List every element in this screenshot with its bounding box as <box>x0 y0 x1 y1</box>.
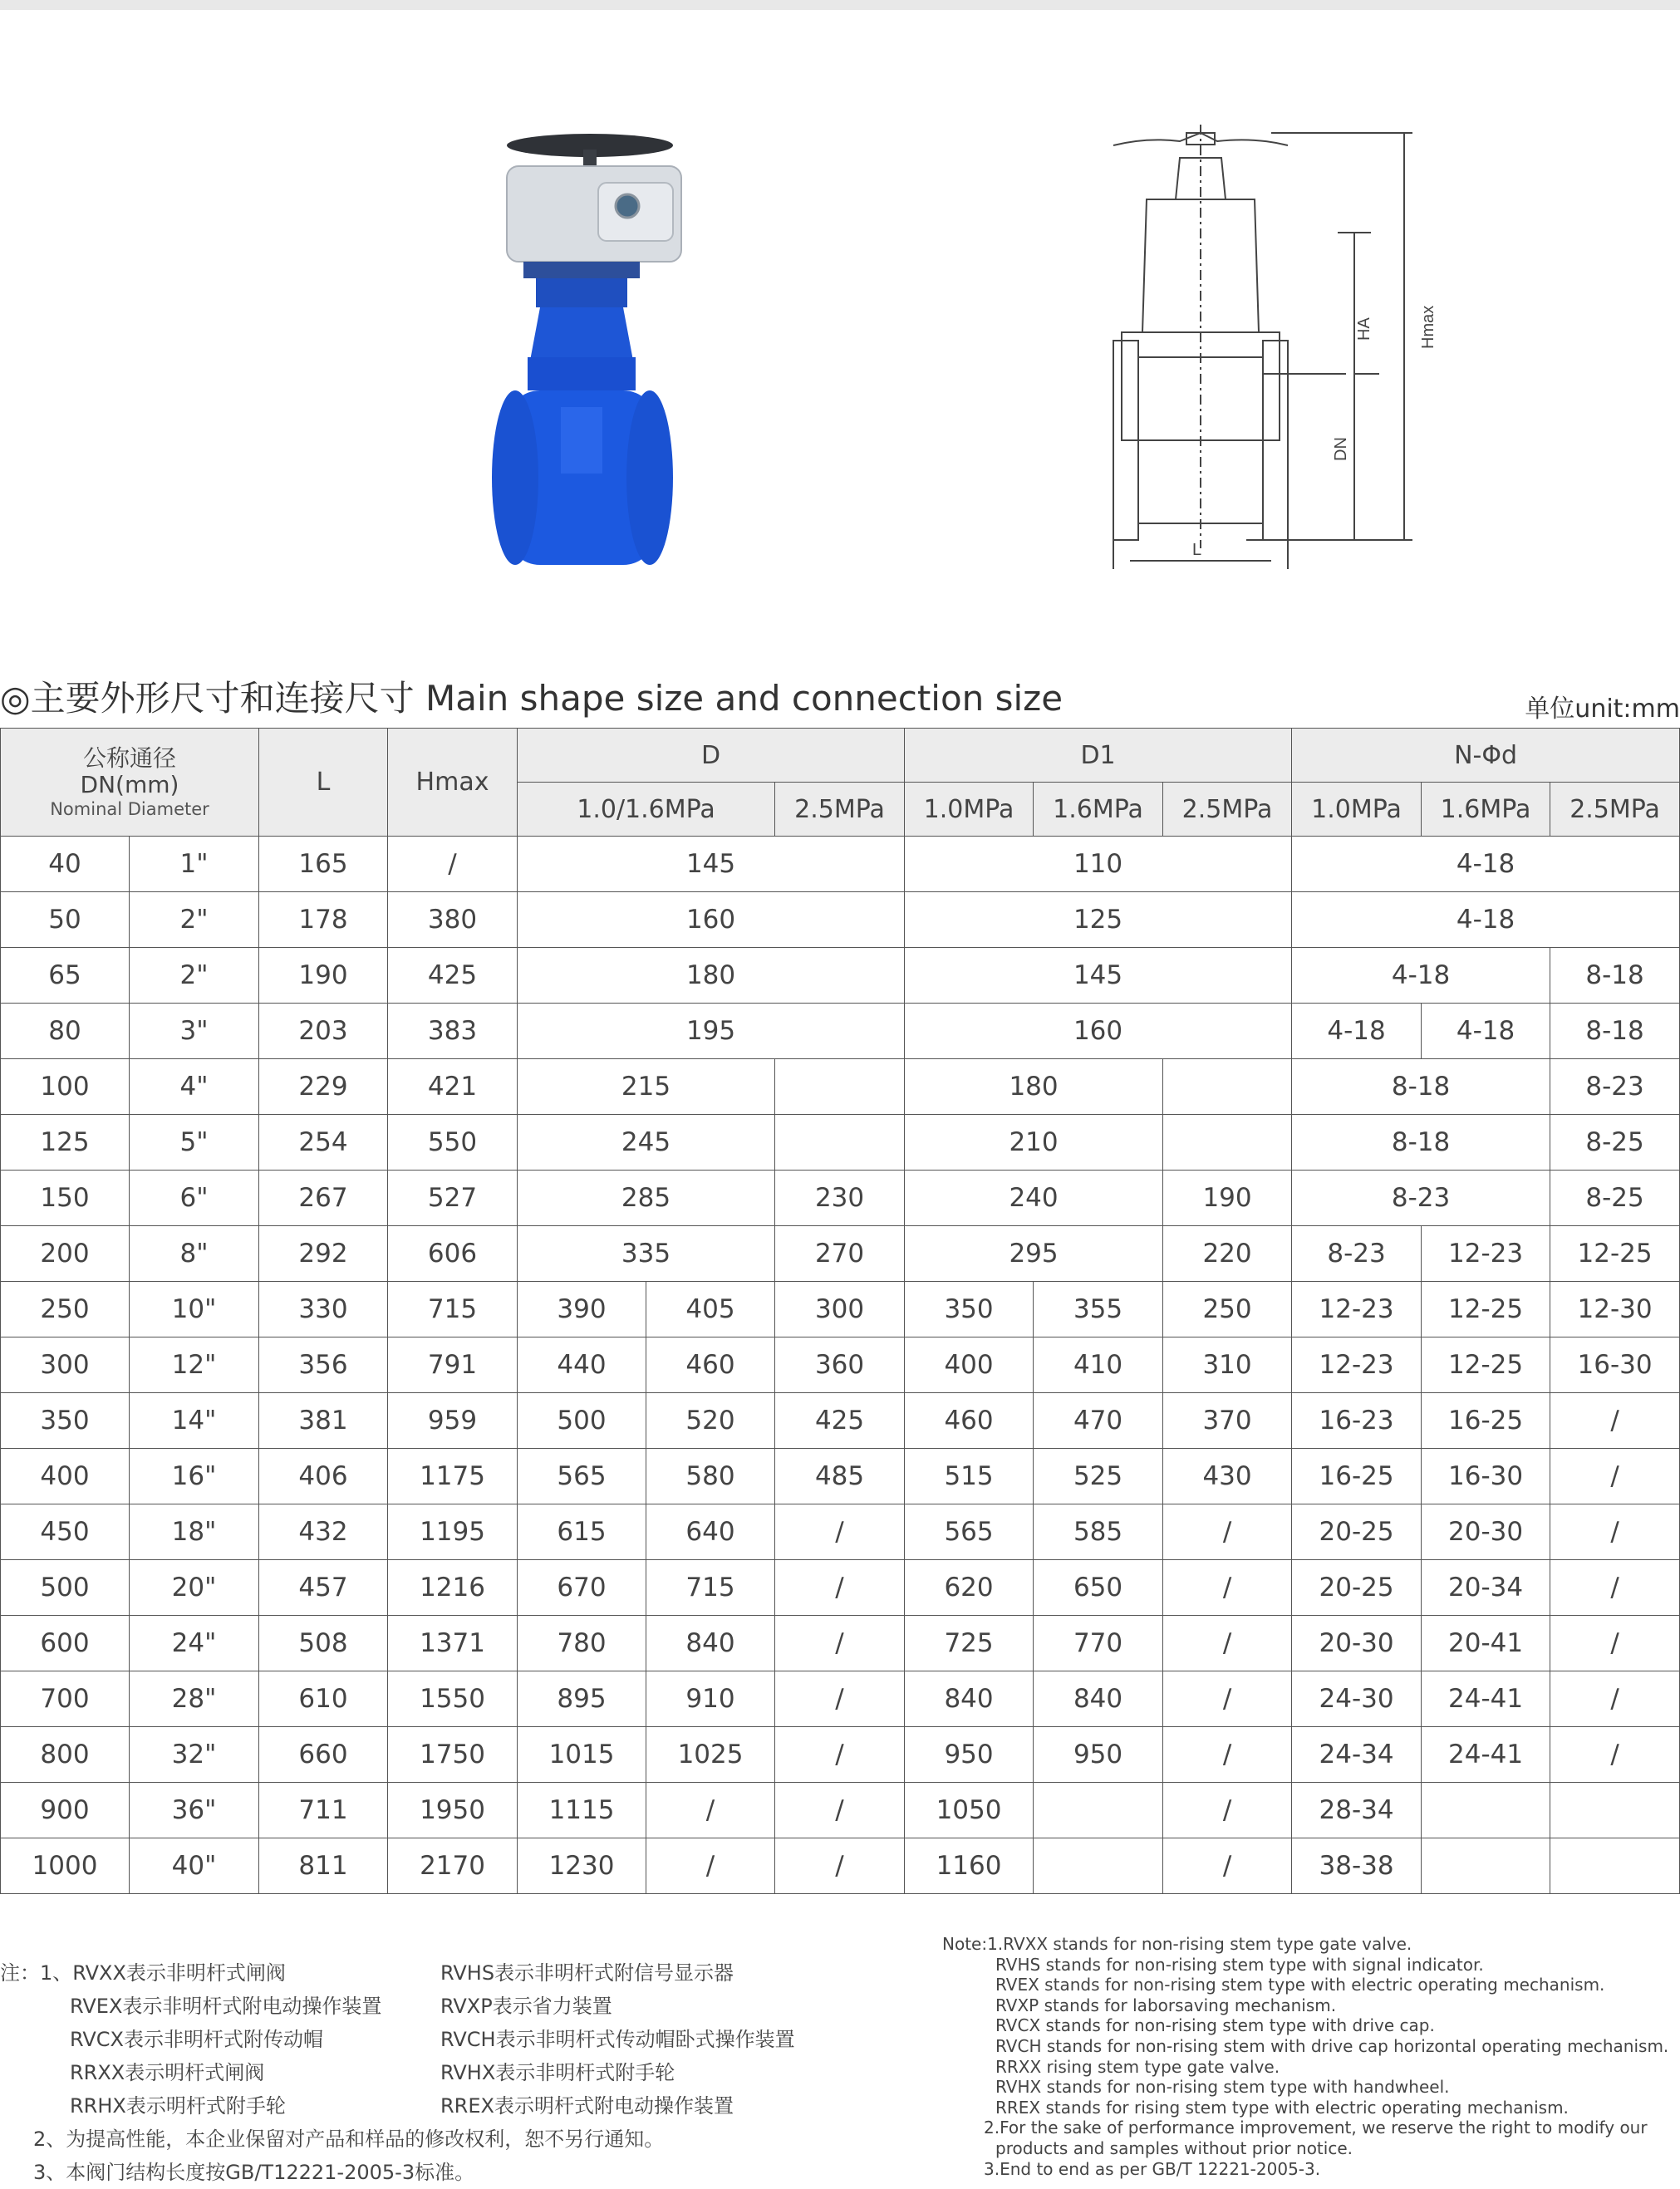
table-cell: 292 <box>259 1226 388 1282</box>
table-cell: 4-18 <box>1422 1004 1550 1059</box>
table-cell: 525 <box>1034 1449 1163 1504</box>
table-cell: 580 <box>646 1449 775 1504</box>
table-cell: 2170 <box>388 1838 518 1894</box>
table-cell: 180 <box>905 1059 1163 1115</box>
table-cell: 4-18 <box>1292 892 1680 948</box>
table-cell: / <box>775 1560 905 1616</box>
table-cell: 660 <box>259 1727 388 1783</box>
table-cell: 4-18 <box>1292 948 1550 1004</box>
table-cell: 254 <box>259 1115 388 1171</box>
table-cell: 24-41 <box>1422 1671 1550 1727</box>
table-row <box>1 1838 1680 1894</box>
table-cell: 910 <box>646 1671 775 1727</box>
table-cell <box>1034 1838 1163 1894</box>
table-cell: 380 <box>388 892 518 948</box>
table-cell: / <box>775 1504 905 1560</box>
table-cell: 440 <box>518 1337 646 1393</box>
table-cell: 12-23 <box>1292 1337 1422 1393</box>
table-cell: 615 <box>518 1504 646 1560</box>
table-cell: 20-30 <box>1422 1504 1550 1560</box>
header-n-p1: 1.0MPa <box>1292 783 1422 837</box>
table-cell: 310 <box>1163 1337 1292 1393</box>
table-cell: / <box>1550 1449 1680 1504</box>
table-cell: 450 <box>1 1504 130 1560</box>
table-cell: 8-18 <box>1550 948 1680 1004</box>
table-cell: 1025 <box>646 1727 775 1783</box>
table-cell: 16-30 <box>1422 1449 1550 1504</box>
table-cell: 178 <box>259 892 388 948</box>
table-row <box>1 1059 1680 1115</box>
header-nominal: 公称通径 DN(mm) Nominal Diameter <box>1 729 259 837</box>
table-cell: 32" <box>130 1727 259 1783</box>
table-cell: 460 <box>905 1393 1034 1449</box>
table-cell: 711 <box>259 1783 388 1838</box>
table-cell: 20" <box>130 1560 259 1616</box>
table-cell: 125 <box>905 892 1292 948</box>
table-cell: 1160 <box>905 1838 1034 1894</box>
l-label: L <box>1192 541 1202 559</box>
table-cell: / <box>775 1671 905 1727</box>
table-cell: 4" <box>130 1059 259 1115</box>
table-cell: 950 <box>1034 1727 1163 1783</box>
dn-label: DN <box>1332 437 1350 461</box>
table-cell: 457 <box>259 1560 388 1616</box>
table-row <box>1 892 1680 948</box>
table-cell: 350 <box>1 1393 130 1449</box>
table-cell: 500 <box>1 1560 130 1616</box>
table-cell: 300 <box>1 1337 130 1393</box>
table-cell: 640 <box>646 1504 775 1560</box>
table-cell: 16-25 <box>1292 1449 1422 1504</box>
table-cell: 811 <box>259 1838 388 1894</box>
table-cell: 40" <box>130 1838 259 1894</box>
table-cell: / <box>1550 1727 1680 1783</box>
table-cell: 400 <box>905 1337 1034 1393</box>
top-bar <box>0 0 1680 10</box>
table-cell: 20-41 <box>1422 1616 1550 1671</box>
table-cell: 1000 <box>1 1838 130 1894</box>
table-cell: 16" <box>130 1449 259 1504</box>
table-cell: 610 <box>259 1671 388 1727</box>
note-line: 2、为提高性能，本企业保留对产品和样品的修改权利，恕不另行通知。 <box>33 2128 665 2151</box>
table-row <box>1 1671 1680 1727</box>
note-line: RVHS stands for non-rising stem type with signal indicator. <box>995 1954 1484 1975</box>
table-cell: 24-41 <box>1422 1727 1550 1783</box>
table-cell: 410 <box>1034 1337 1163 1393</box>
table-cell: / <box>1550 1504 1680 1560</box>
table-cell: 527 <box>388 1171 518 1226</box>
table-cell: 425 <box>775 1393 905 1449</box>
table-cell: 460 <box>646 1337 775 1393</box>
table-row <box>1 1171 1680 1226</box>
table-cell: / <box>775 1616 905 1671</box>
table-cell: 8-25 <box>1550 1171 1680 1226</box>
table-cell: 430 <box>1163 1449 1292 1504</box>
table-cell: 565 <box>905 1504 1034 1560</box>
table-cell: 1195 <box>388 1504 518 1560</box>
table-cell: 250 <box>1 1282 130 1337</box>
table-cell: 6" <box>130 1171 259 1226</box>
table-cell: 18" <box>130 1504 259 1560</box>
table-cell: 20-34 <box>1422 1560 1550 1616</box>
table-row <box>1 1616 1680 1671</box>
header-d-p1: 1.0/1.6MPa <box>518 783 775 837</box>
table-cell: 550 <box>388 1115 518 1171</box>
table-cell <box>775 1059 905 1115</box>
table-cell: / <box>775 1727 905 1783</box>
table-cell: 180 <box>518 948 905 1004</box>
table-cell: 20-25 <box>1292 1504 1422 1560</box>
table-cell: 28" <box>130 1671 259 1727</box>
note-line: 3、本阀门结构长度按GB/T12221-2005-3标准。 <box>33 2161 475 2184</box>
table-cell: 50 <box>1 892 130 948</box>
table-cell: 791 <box>388 1337 518 1393</box>
note-line: RVHX stands for non-rising stem type with handwheel. <box>995 2077 1450 2098</box>
table-cell: 360 <box>775 1337 905 1393</box>
note-line: 2.For the sake of performance improvement, we reserve the right to modify our <box>984 2118 1648 2138</box>
table-cell: / <box>1163 1727 1292 1783</box>
table-cell: 8-23 <box>1292 1226 1422 1282</box>
table-cell: 470 <box>1034 1393 1163 1449</box>
table-cell: 725 <box>905 1616 1034 1671</box>
table-cell: 285 <box>518 1171 775 1226</box>
table-cell: 780 <box>518 1616 646 1671</box>
header-d-p2: 2.5MPa <box>775 783 905 837</box>
table-cell: 606 <box>388 1226 518 1282</box>
table-cell: 1230 <box>518 1838 646 1894</box>
table-cell: 508 <box>259 1616 388 1671</box>
table-cell: 895 <box>518 1671 646 1727</box>
table-cell: 355 <box>1034 1282 1163 1337</box>
ha-label: HA <box>1355 317 1373 341</box>
table-cell: 840 <box>1034 1671 1163 1727</box>
table-cell: 840 <box>646 1616 775 1671</box>
table-cell: 36" <box>130 1783 259 1838</box>
table-cell: 240 <box>905 1171 1163 1226</box>
table-cell: 230 <box>775 1171 905 1226</box>
table-cell <box>1034 1783 1163 1838</box>
table-cell <box>1422 1783 1550 1838</box>
table-cell: 3" <box>130 1004 259 1059</box>
table-cell: 80 <box>1 1004 130 1059</box>
table-cell: 356 <box>259 1337 388 1393</box>
table-cell: 2" <box>130 892 259 948</box>
note-line: RVCX stands for non-rising stem type with drive cap. <box>995 2015 1435 2036</box>
table-cell: / <box>646 1783 775 1838</box>
table-cell: 8-23 <box>1550 1059 1680 1115</box>
table-cell: 24" <box>130 1616 259 1671</box>
note-line: Note:1.RVXX stands for non-rising stem type gate valve. <box>942 1934 1412 1954</box>
table-cell <box>775 1115 905 1171</box>
table-cell: 335 <box>518 1226 775 1282</box>
table-cell: 565 <box>518 1449 646 1504</box>
table-row <box>1 1226 1680 1282</box>
table-cell: 1216 <box>388 1560 518 1616</box>
table-cell: / <box>1163 1560 1292 1616</box>
table-cell: 200 <box>1 1226 130 1282</box>
table-row <box>1 1727 1680 1783</box>
table-cell: 950 <box>905 1727 1034 1783</box>
table-cell: 8-18 <box>1292 1115 1550 1171</box>
table-cell: 16-30 <box>1550 1337 1680 1393</box>
table-cell: 65 <box>1 948 130 1004</box>
table-cell: 160 <box>905 1004 1292 1059</box>
table-row <box>1 1393 1680 1449</box>
table-cell: 600 <box>1 1616 130 1671</box>
note-line: RVHS表示非明杆式附信号显示器 <box>440 1961 734 1985</box>
table-row <box>1 837 1680 892</box>
table-cell: 145 <box>518 837 905 892</box>
table-cell: 250 <box>1163 1282 1292 1337</box>
note-line: 3.End to end as per GB/T 12221-2005-3. <box>984 2158 1321 2179</box>
table-cell: 12-23 <box>1292 1282 1422 1337</box>
table-cell: 24-34 <box>1292 1727 1422 1783</box>
table-cell: / <box>1163 1616 1292 1671</box>
note-line: products and samples without prior notice. <box>995 2137 1353 2158</box>
table-cell: 330 <box>259 1282 388 1337</box>
table-cell: 585 <box>1034 1504 1163 1560</box>
table-cell: 110 <box>905 837 1292 892</box>
table-cell: 670 <box>518 1560 646 1616</box>
table-cell: 1750 <box>388 1727 518 1783</box>
table-cell: 715 <box>388 1282 518 1337</box>
table-cell: 10" <box>130 1282 259 1337</box>
header-nphi: N-Φd <box>1292 729 1680 783</box>
table-cell: / <box>1163 1783 1292 1838</box>
table-row <box>1 1282 1680 1337</box>
table-cell: 1015 <box>518 1727 646 1783</box>
table-cell: / <box>1550 1393 1680 1449</box>
table-cell: / <box>775 1838 905 1894</box>
note-line: RRXX表示明杆式闸阀 <box>70 2061 265 2084</box>
table-cell: 1371 <box>388 1616 518 1671</box>
note-line: 注：1、RVXX表示非明杆式闸阀 <box>0 1961 286 1985</box>
table-cell: 8-23 <box>1292 1171 1550 1226</box>
header-d1: D1 <box>905 729 1292 783</box>
table-cell: 900 <box>1 1783 130 1838</box>
table-cell: / <box>388 837 518 892</box>
table-cell: 12-23 <box>1422 1226 1550 1282</box>
note-line: RVHX表示非明杆式附手轮 <box>440 2061 675 2084</box>
note-line: RVCH表示非明杆式传动帽卧式操作装置 <box>440 2028 795 2051</box>
table-cell: 229 <box>259 1059 388 1115</box>
table-cell <box>1163 1115 1292 1171</box>
note-line: RRHX表示明杆式附手轮 <box>70 2094 286 2118</box>
table-cell: 8-18 <box>1292 1059 1550 1115</box>
table-cell: 485 <box>775 1449 905 1504</box>
note-line: RRXX rising stem type gate valve. <box>995 2056 1280 2077</box>
table-cell: 1950 <box>388 1783 518 1838</box>
table-cell: 20-25 <box>1292 1560 1422 1616</box>
table-cell: 1050 <box>905 1783 1034 1838</box>
table-cell: / <box>1550 1560 1680 1616</box>
table-cell: 203 <box>259 1004 388 1059</box>
table-row <box>1 1004 1680 1059</box>
table-cell: 16-25 <box>1422 1393 1550 1449</box>
table-cell <box>1550 1838 1680 1894</box>
unit-label: 单位unit:mm <box>1525 694 1680 724</box>
header-d1-p2: 1.6MPa <box>1034 783 1163 837</box>
table-cell: 16-23 <box>1292 1393 1422 1449</box>
header-n-p2: 1.6MPa <box>1422 783 1550 837</box>
header-l: L <box>259 729 388 837</box>
table-cell: 190 <box>1163 1171 1292 1226</box>
note-line: RVCX表示非明杆式附传动帽 <box>70 2028 323 2051</box>
table-cell: 1115 <box>518 1783 646 1838</box>
table-row <box>1 1560 1680 1616</box>
table-cell: 100 <box>1 1059 130 1115</box>
table-cell: 5" <box>130 1115 259 1171</box>
note-line: RVXP表示省力装置 <box>440 1995 612 2018</box>
table-cell: 390 <box>518 1282 646 1337</box>
table-cell: 500 <box>518 1393 646 1449</box>
note-line: RVXP stands for laborsaving mechanism. <box>995 1995 1337 2015</box>
table-cell: / <box>1163 1838 1292 1894</box>
header-d: D <box>518 729 905 783</box>
table-cell: 406 <box>259 1449 388 1504</box>
table-cell: 38-38 <box>1292 1838 1422 1894</box>
table-cell: 770 <box>1034 1616 1163 1671</box>
table-cell: 515 <box>905 1449 1034 1504</box>
table-cell: 421 <box>388 1059 518 1115</box>
table-cell: 12-25 <box>1422 1282 1550 1337</box>
table-cell: 8-18 <box>1550 1004 1680 1059</box>
table-cell: 195 <box>518 1004 905 1059</box>
table-cell: 700 <box>1 1671 130 1727</box>
table-row <box>1 1449 1680 1504</box>
table-cell: 215 <box>518 1059 775 1115</box>
table-cell: 383 <box>388 1004 518 1059</box>
table-cell: 8-25 <box>1550 1115 1680 1171</box>
table-cell: 400 <box>1 1449 130 1504</box>
table-cell <box>1422 1838 1550 1894</box>
table-cell: / <box>646 1838 775 1894</box>
table-row <box>1 1783 1680 1838</box>
table-row <box>1 948 1680 1004</box>
table-cell: 715 <box>646 1560 775 1616</box>
table-cell: 12-25 <box>1550 1226 1680 1282</box>
table-cell: 12" <box>130 1337 259 1393</box>
valve-drawing <box>1097 108 1479 573</box>
table-cell: 295 <box>905 1226 1163 1282</box>
table-cell: 800 <box>1 1727 130 1783</box>
note-line: RREX stands for rising stem type with electric operating mechanism. <box>995 2097 1569 2118</box>
table-cell: / <box>1163 1504 1292 1560</box>
table-cell: 370 <box>1163 1393 1292 1449</box>
note-line: RVCH stands for non-rising stem with drive cap horizontal operating mechanism. <box>995 2035 1669 2056</box>
table-cell: 190 <box>259 948 388 1004</box>
table-cell: 4-18 <box>1292 837 1680 892</box>
table-cell: 20-30 <box>1292 1616 1422 1671</box>
header-d1-p1: 1.0MPa <box>905 783 1034 837</box>
table-cell: 425 <box>388 948 518 1004</box>
table-row <box>1 1115 1680 1171</box>
table-cell: 2" <box>130 948 259 1004</box>
table-cell: / <box>1550 1616 1680 1671</box>
table-cell: 432 <box>259 1504 388 1560</box>
hmax-label: Hmax <box>1419 305 1437 349</box>
table-cell: 8" <box>130 1226 259 1282</box>
table-cell: 160 <box>518 892 905 948</box>
note-line: RREX表示明杆式附电动操作装置 <box>440 2094 734 2118</box>
header-n-p3: 2.5MPa <box>1550 783 1680 837</box>
table-row <box>1 1504 1680 1560</box>
table-row <box>1 1337 1680 1393</box>
table-cell: 125 <box>1 1115 130 1171</box>
table-cell: 405 <box>646 1282 775 1337</box>
table-cell: 840 <box>905 1671 1034 1727</box>
table-cell: 24-30 <box>1292 1671 1422 1727</box>
valve-photo <box>490 125 690 573</box>
table-cell: 12-25 <box>1422 1337 1550 1393</box>
table-cell: 165 <box>259 837 388 892</box>
table-cell: 350 <box>905 1282 1034 1337</box>
table-cell: 1550 <box>388 1671 518 1727</box>
table-cell: 381 <box>259 1393 388 1449</box>
table-cell: 270 <box>775 1226 905 1282</box>
table-cell: 300 <box>775 1282 905 1337</box>
table-cell: 620 <box>905 1560 1034 1616</box>
table-cell: 959 <box>388 1393 518 1449</box>
table-cell: 650 <box>1034 1560 1163 1616</box>
note-line: RVEX表示非明杆式附电动操作装置 <box>70 1995 382 2018</box>
table-cell: 28-34 <box>1292 1783 1422 1838</box>
table-cell: 220 <box>1163 1226 1292 1282</box>
table-cell: / <box>775 1783 905 1838</box>
table-cell: 1175 <box>388 1449 518 1504</box>
dimension-table <box>0 728 1680 1894</box>
table-cell: 12-30 <box>1550 1282 1680 1337</box>
notes-english <box>942 1934 1668 2179</box>
header-d1-p3: 2.5MPa <box>1163 783 1292 837</box>
table-cell: 245 <box>518 1115 775 1171</box>
note-line: RVEX stands for non-rising stem type with electric operating mechanism. <box>995 1975 1605 1995</box>
table-cell: 4-18 <box>1292 1004 1422 1059</box>
table-cell: 40 <box>1 837 130 892</box>
table-cell: 520 <box>646 1393 775 1449</box>
table-cell: / <box>1550 1671 1680 1727</box>
table-cell: 210 <box>905 1115 1163 1171</box>
table-cell: 145 <box>905 948 1292 1004</box>
header-hmax: Hmax <box>388 729 518 837</box>
table-cell <box>1550 1783 1680 1838</box>
section-title: ◎主要外形尺寸和连接尺寸 Main shape size and connection size <box>0 678 1064 719</box>
table-cell: 14" <box>130 1393 259 1449</box>
table-cell <box>1163 1059 1292 1115</box>
table-cell: 1" <box>130 837 259 892</box>
table-cell: 150 <box>1 1171 130 1226</box>
table-cell: / <box>1163 1671 1292 1727</box>
table-cell: 267 <box>259 1171 388 1226</box>
